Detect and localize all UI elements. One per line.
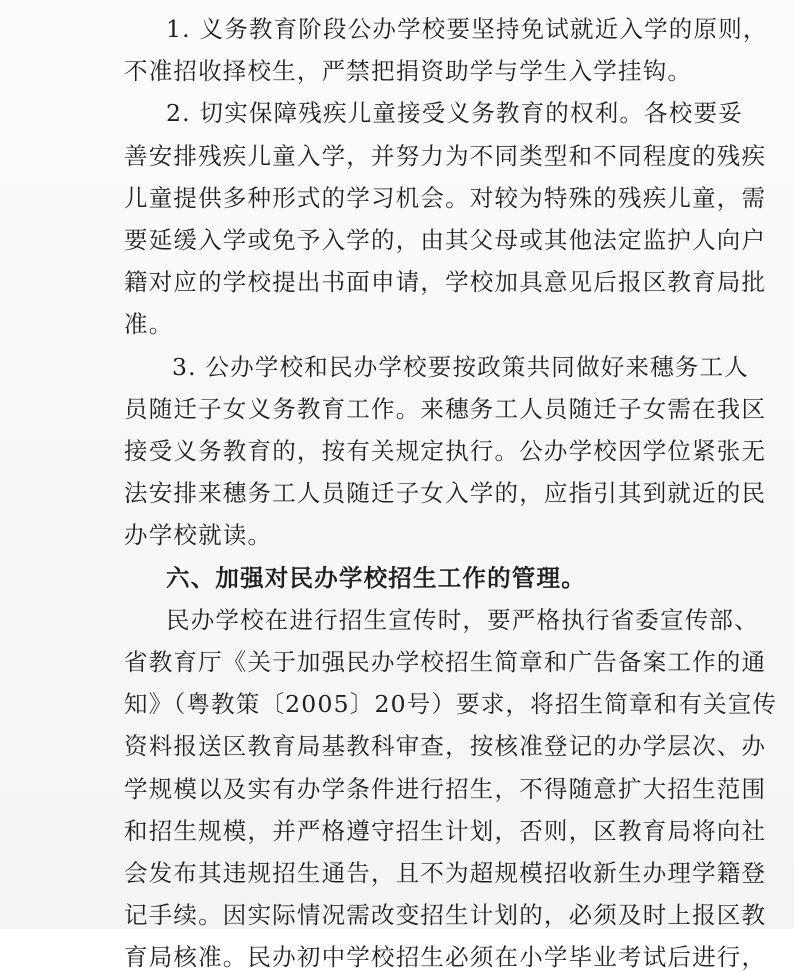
section-6-line-7: 会发布其违规招生通告，且不为超规模招收新生办理学籍登: [124, 859, 767, 887]
item-2-line-1: 2. 切实保障残疾儿童接受义务教育的权利。各校要妥: [166, 99, 743, 127]
item-3-line-1: 3. 公办学校和民办学校要按政策共同做好来穗务工人: [172, 353, 749, 381]
item-3-line-2: 员随迁子女义务教育工作。来穗务工人员随迁子女需在我区: [124, 395, 767, 423]
item-3-line-3: 接受义务教育的，按有关规定执行。公办学校因学位紧张无: [124, 437, 767, 465]
item-3-line-5: 办学校就读。: [124, 521, 273, 549]
section-6-line-8: 记手续。因实际情况需改变招生计划的，必须及时上报区教: [124, 901, 767, 929]
section-6-line-6: 和招生规模，并严格遵守招生计划，否则，区教育局将向社: [124, 817, 767, 845]
section-6-line-1: 民办学校在进行招生宣传时，要严格执行省委宣传部、: [166, 606, 759, 634]
item-2-line-3: 儿童提供多种形式的学习机会。对较为特殊的残疾儿童，需: [124, 184, 767, 212]
item-2-line-6: 准。: [124, 310, 174, 338]
section-6-line-3: 知》（粤教策〔2005〕20号）要求，将招生简章和有关宣传: [124, 690, 778, 718]
item-1-line-1: 1. 义务教育阶段公办学校要坚持免试就近入学的原则，: [166, 15, 768, 43]
item-1-line-2: 不准招收择校生，严禁把捐资助学与学生入学挂钩。: [124, 57, 693, 85]
item-2-line-2: 善安排残疾儿童入学，并努力为不同类型和不同程度的残疾: [124, 142, 767, 170]
section-6-line-2: 省教育厅《关于加强民办学校招生简章和广告备案工作的通: [124, 648, 767, 676]
item-2-line-5: 籍对应的学校提出书面申请，学校加具意见后报区教育局批: [124, 268, 767, 296]
item-3-line-4: 法安排来穗务工人员随迁子女入学的，应指引其到就近的民: [124, 479, 767, 507]
item-2-line-4: 要延缓入学或免予入学的，由其父母或其他法定监护人向户: [124, 226, 767, 254]
section-6-line-9: 育局核准。民办初中学校招生必须在小学毕业考试后进行，: [124, 943, 767, 971]
section-6-heading: 六、加强对民办学校招生工作的管理。: [166, 564, 586, 592]
section-6-line-4: 资料报送区教育局基教科审查，按核准登记的办学层次、办: [124, 732, 767, 760]
section-6-line-5: 学规模以及实有办学条件进行招生，不得随意扩大招生范围: [124, 775, 767, 803]
